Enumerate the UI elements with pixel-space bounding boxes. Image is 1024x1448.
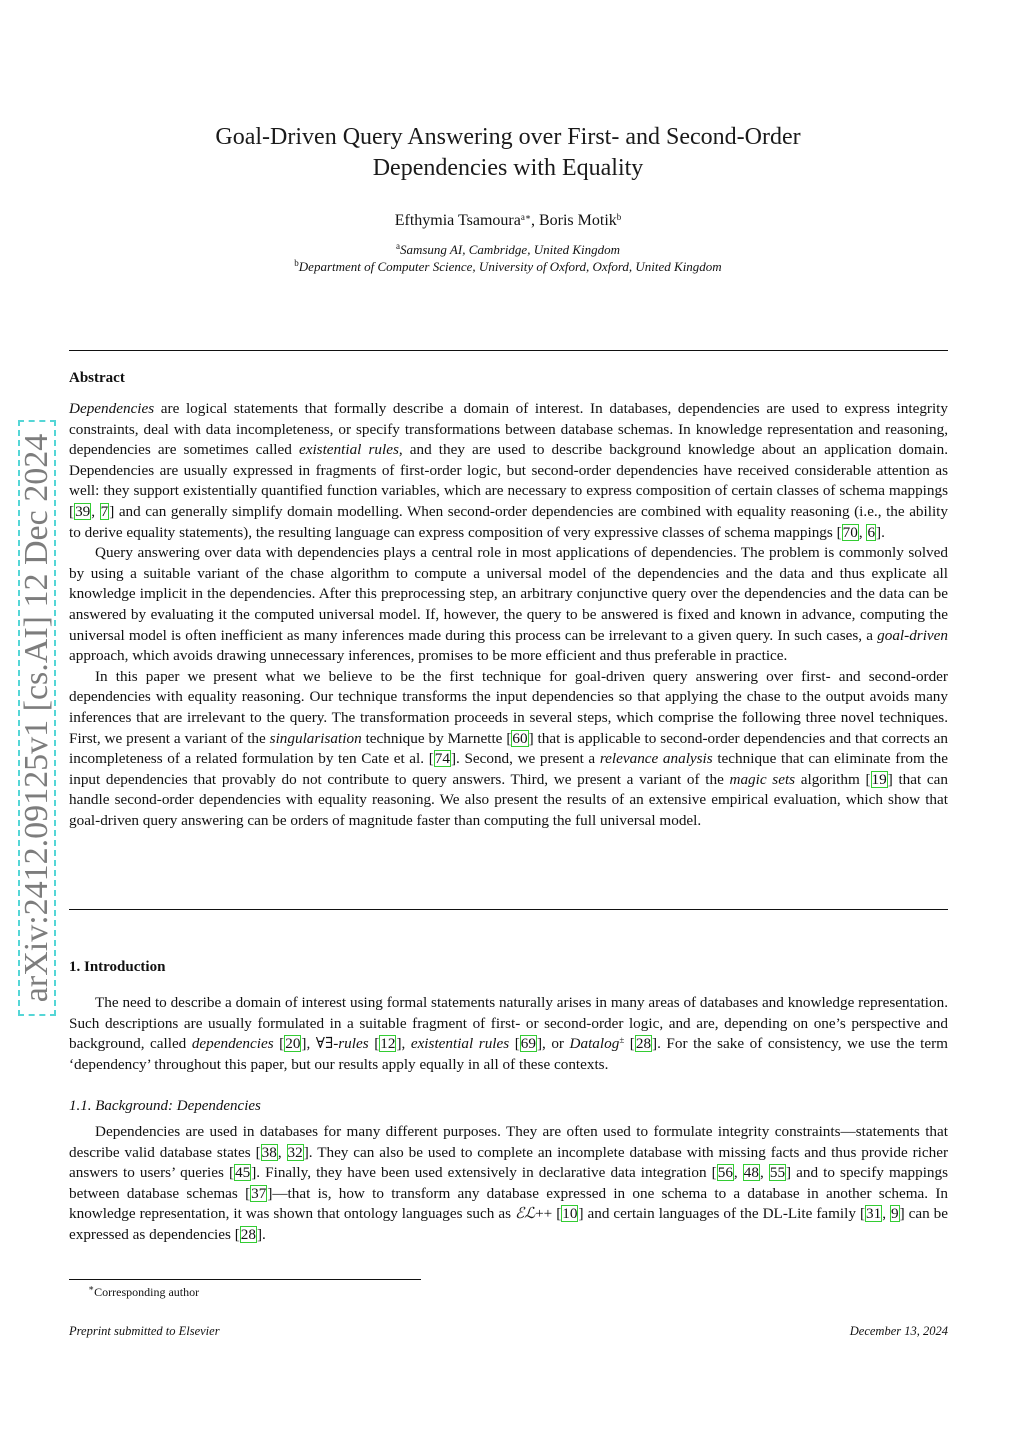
title-line-1: Goal-Driven Query Answering over First- and Second-Order [215,124,801,150]
affiliation-b [0,258,1016,275]
text-run: [ [273,1035,285,1053]
text-run: ]—that is, how to transform any database expressed in one schema to a database in another schema. In knowledge representation, it was shown that ontology languages such as [69,1184,948,1223]
introduction-heading: 1. Introduction [69,959,166,975]
text-run: ] can be expressed as dependencies [ [69,1205,948,1243]
text-run: [ [368,1035,380,1053]
citation-link[interactable]: 19 [871,770,887,788]
author-separator: , [530,212,539,229]
introduction-paragraph [69,993,948,1075]
abstract-top-rule [69,350,948,351]
background-paragraph: Dependencies are used in databases for many different purposes. They are often used to formulate integrity constraints—statements that describe valid database states [38, 32]. They can also be used to complete an incomplete database with missing facts and thus provide richer answers to users’ queries [45]. Finally, they have been used extensively in declarative data integration [56, 48, 55] and to specify mappings between database schemas [37]—that is, how to transform any database expressed in one schema to a database in another schema. In knowledge representation, it was shown that ontology languages such as ℰℒ++ [10] and certain languages of the DL-Lite family [31, 9] can be expressed as dependencies [28]. [69,1123,949,1243]
footnote-text: Corresponding author [94,1285,200,1299]
text-run: ], or [536,1035,570,1053]
text-run: , and they are used to describe background knowledge about an application domain. Dependencies are usually expressed in fragments of first-order logic, but second-order dependencies have received considerable attention as well: they support existentially quantified function variables, which are necessary to express composition of certain classes of schema mappings [ [69,441,949,520]
citation-link[interactable]: 28 [635,1035,652,1053]
text-run: ]. Second, we present a [450,750,600,768]
term: Datalog [569,1035,620,1053]
abstract-paragraph-3 [69,667,948,832]
footnote-mark: ∗ [88,1283,95,1293]
title-line-2: Dependencies with Equality [372,155,644,181]
text-run: [ [509,1035,520,1053]
citation-link[interactable]: 28 [240,1225,256,1243]
term: existential rules [410,1035,510,1053]
text-run: ] and can generally simplify domain modelling. When second-order dependencies are combined with equality reasoning (i.e., the ability to derive equality statements), the resulting language can express composition of very expressive classes of schema mappings [ [69,502,948,541]
abstract-term: existential rules [298,441,399,459]
author-1-mark: a∗ [520,212,531,222]
text-run: ]. They can also be used to complete an incomplete database with missing facts and thus provide richer answers to users’ queries [ [69,1143,949,1182]
paper-title [0,122,1016,184]
footer-preprint-note: Preprint submitted to Elsevier [69,1324,220,1338]
abstract-paragraph-2 [69,543,948,667]
abstract-body [69,399,948,831]
abstract-bottom-rule [69,909,948,910]
abstract-term: relevance analysis [599,750,713,768]
introduction-body [69,993,948,1075]
footnote-rule [69,1279,421,1280]
citation-link[interactable]: 12 [380,1035,396,1053]
text-run: ++ [ [535,1205,562,1223]
citation-link[interactable]: 45 [235,1164,251,1182]
citation-link[interactable]: 10 [562,1205,578,1223]
text-run: ], ∀∃ [301,1035,334,1053]
citation-link[interactable]: 31 [866,1205,882,1223]
footer-date: December 13, 2024 [849,1324,948,1338]
citation-link[interactable]: 56 [717,1164,733,1182]
citation-link[interactable]: 20 [285,1035,301,1053]
citation-link[interactable]: 6 [867,523,876,541]
citation-link[interactable]: 39 [75,502,91,520]
abstract-paragraph-1: Dependencies are logical statements that formally describe a domain of interest. In databases, dependencies are used to express integrity constraints, deal with data incompleteness, or specify transformations between database schemas. In knowledge representation and reasoning, dependencies are sometimes called existential rules, and they are used to describe background knowledge about an application domain. Dependencies are usually expressed in fragments of first-order logic, but second-order dependencies have received considerable attention as well: they support existentially quantified function variables, which are necessary to express composition of certain classes of schema mappings [39, 7] and can generally simplify domain modelling. When second-order dependencies are combined with equality reasoning (i.e., the ability to derive equality statements), the resulting language can express composition of very expressive classes of schema mappings [70, 6]. [69,400,949,541]
text-run: ]. [876,523,885,541]
citation-link[interactable]: 60 [512,729,528,747]
citation-link[interactable]: 48 [743,1164,759,1182]
text-run: In this paper we present what we believe to be the first technique for goal-driven query answering over first- and second-order dependencies with equality reasoning. Our technique transforms the input dependencies so that applying the chase to the output avoids many inferences that are irrelevant to the query. The transformation proceeds in several steps, which comprise the following three novel techniques. First, we present a variant of the [69,667,948,747]
author-2-mark: b [616,212,622,222]
abstract-term: Dependencies [69,400,155,417]
text-run: technique that can eliminate from the input dependencies that provably do not contribute to query answers. Third, we present a variant of the [69,750,948,788]
text-run: [ [624,1035,635,1053]
affiliation-a-text: Samsung AI, Cambridge, United Kingdom [399,242,621,257]
text-run: are logical statements that formally describe a domain of interest. In databases, dependencies are used to express integrity constraints, deal with data incompleteness, or specify transformations between database schemas. In knowledge representation and reasoning, dependencies are sometimes called [69,400,948,459]
citation-link[interactable]: 38 [261,1143,277,1161]
citation-link[interactable]: 37 [251,1184,267,1202]
author-1: Efthymia Tsamoura [394,212,521,229]
text-run: ], [396,1035,411,1053]
text-run: ] that can handle second-order dependencies with equality reasoning. We also present the results of an extensive empirical evaluation, which show that goal-driven query answering can be orders of magnitude faster than computing the full universal model. [69,770,948,829]
text-run: ]. For the sake of consistency, we use the term ‘dependency’ throughout this paper, but our results apply equally in all of these contexts. [69,1035,948,1073]
text-run: algorithm [ [795,770,871,788]
term: -rules [333,1035,369,1053]
citation-link[interactable]: 7 [100,502,109,520]
citation-link[interactable]: 32 [287,1143,303,1161]
author-list [0,210,1016,232]
text-run: ]. Finally, they have been used extensively in declarative data integration [ [251,1164,717,1182]
text-run: The need to describe a domain of interest using formal statements naturally arises in many areas of databases and knowledge representation. Such descriptions are usually formulated in a suitable fragment of first- or second-order logic, and are, depending on one’s perspective and background, called [69,994,948,1053]
term: dependencies [191,1035,274,1053]
affiliation-a [0,241,1016,258]
background-body [69,1122,948,1246]
abstract-term: singularisation [269,729,362,747]
text-run: ] that is applicable to second-order dependencies and that corrects an incompleteness of a related formulation by ten Cate et al. [ [69,729,948,768]
text-run: ] and to specify mappings between database schemas [ [69,1164,949,1202]
author-2: Boris Motik [538,212,617,229]
term: ℰℒ [514,1205,536,1223]
abstract-heading: Abstract [69,370,125,386]
background-heading: 1.1. Background: Dependencies [69,1098,261,1114]
citation-link[interactable]: 74 [434,750,450,768]
citation-link[interactable]: 9 [890,1205,899,1223]
citation-link[interactable]: 55 [769,1164,786,1182]
affiliation-a-mark: a [395,241,400,251]
citation-link[interactable]: 70 [842,523,858,541]
affiliation-b-text: Department of Computer Science, University of Oxford, Oxford, United Kingdom [298,259,722,274]
citation-link[interactable]: 69 [520,1035,536,1053]
abstract-term: goal-driven [877,626,948,644]
text-run: Query answering over data with dependencies plays a central role in most applications of dependencies. The problem is commonly solved by using a suitable variant of the chase algorithm to compute a universal model of the dependencies and the data and thus explicate all knowledge implicit in the dependencies. After this preprocessing step, an arbitrary conjunctive query over the dependencies and the data can be answered by evaluating it the computed universal model. If, however, the query to be answered is fixed and known in advance, computing the universal model is often inefficient as many inferences made during this process can be irrelevant to a given query. In such cases, a [69,544,948,644]
text-run: technique by Marnette [ [361,729,512,747]
abstract-term: magic sets [729,770,796,788]
text-run: ]. [256,1225,266,1243]
text-run: ] and certain languages of the DL-Lite family [ [578,1205,865,1223]
arxiv-stamp[interactable]: arXiv:2412.09125v1 [cs.AI] 12 Dec 2024 [18,420,56,1016]
footnote [88,1285,199,1300]
text-run: Dependencies are used in databases for many different purposes. They are often used to formulate integrity constraints—statements that describe valid database states [ [69,1123,948,1161]
superscript: ± [619,1035,625,1046]
affiliation-b-mark: b [294,258,299,268]
text-run: approach, which avoids drawing unnecessary inferences, promises to be more efficient and thus preferable in practice. [69,647,788,665]
